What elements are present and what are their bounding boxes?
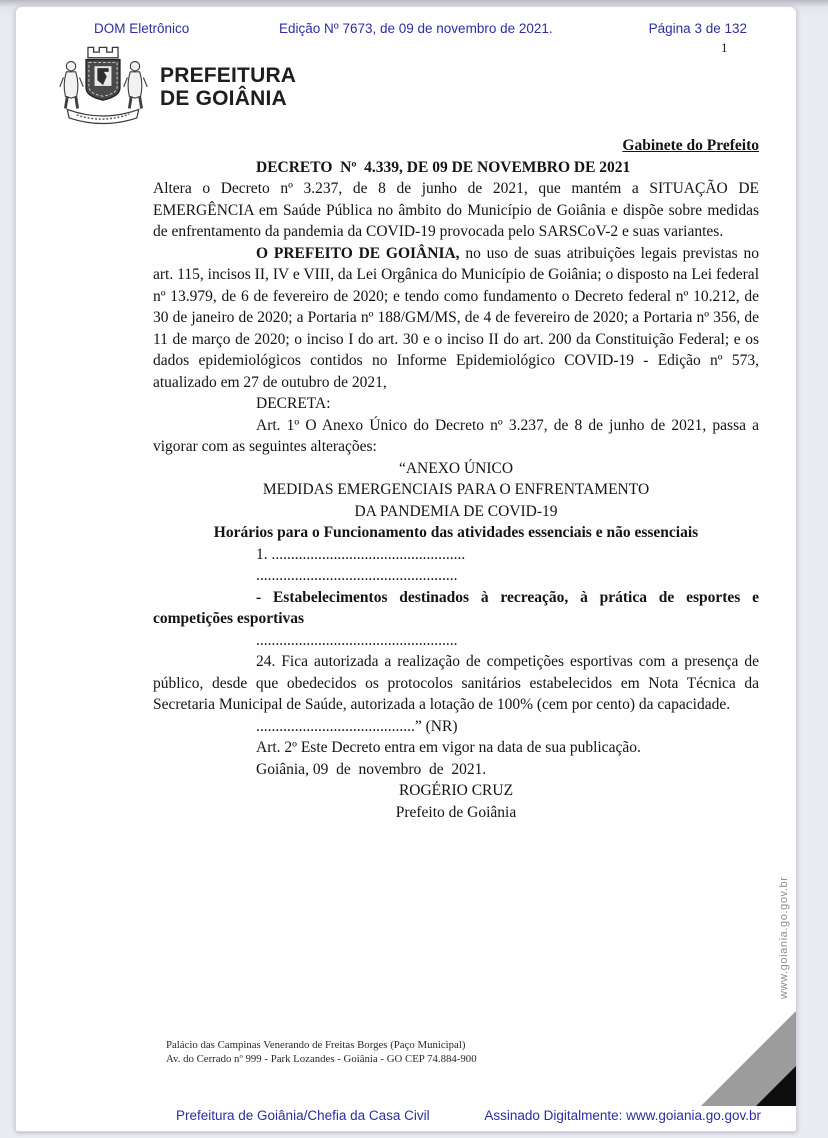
decree-title: DECRETO Nº 4.339, DE 09 DE NOVEMBRO DE 2021 [256,158,631,176]
decree-preamble [153,243,759,394]
prefeitura-logo [56,41,296,134]
nr-closing-line: .........................................” (NR) [256,717,458,735]
viewer-header-page-indicator: Página 3 de 132 [648,21,747,36]
side-vertical-url: www.goiania.go.gov.br [778,876,790,999]
decree-summary: Altera o Decreto nº 3.237, de 8 de junho de 2021, que mantém a SITUAÇÃO DE EMERGÊNCIA em Saúde Pública no âmbito do Município de Goiânia e dispõe sobre medidas de enfrentamento da pandemia da COVID-19 provocada pelo SARSCoV-2 e suas variantes. [153,180,759,240]
annex-subtitle-1: MEDIDAS EMERGENCIAIS PARA O ENFRENTAMENTO [262,481,650,498]
viewer-header-edition-label: Edição Nº 7673, de 09 de novembro de 2021. [279,21,553,36]
section-heading: Horários para o Funcionamento das atividades essenciais e não essenciais [213,524,699,541]
signature-name: ROGÉRIO CRUZ [398,782,514,799]
bold-category-item: - Estabelecimentos destinados à recreação, à prática de esportes e competições esportivas [153,588,759,627]
inner-page-number: 1 [721,40,728,55]
article-2: Art. 2º Este Decreto entra em vigor na data de sua publicação. [256,739,641,756]
address-line-1: Palácio das Campinas Venerando de Freitas Borges (Paço Municipal) [166,1039,466,1051]
viewer-header-dom-eletronico-link[interactable]: DOM Eletrônico [94,21,190,36]
org-name: PREFEITURA DE GOIÂNIA [160,64,297,110]
annex-subtitle-2: DA PANDEMIA DE COVID-19 [354,502,558,520]
ellipsis-line: .................................................... [256,567,458,584]
preamble-body: no uso de suas atribuições legais previstas no art. 115, incisos II, IV e VIII, da Lei Orgânica do Município de Goiânia; o disposto na Lei federal nº 13.979, de 6 de fevereiro de 2020; e tendo como fundamento o Decreto federal nº 10.212, de 30 de janeiro de 2020; a Portaria nº 188/GM/MS, de 4 de fevereiro de 2020; a Portaria nº 356, de 11 de março de 2020; o inciso I do art. 30 e o inciso II do art. 200 da Constituição Federal; e os dados epidemiológicos contidos no Informe Epidemiológico COVID-19 - Edição nº 573, atualizado em 27 de outubro de 2021, [153,244,760,391]
article-1: Art. 1º O Anexo Único do Decreto nº 3.237, de 8 de junho de 2021, passa a vigorar com as seguintes alterações: [153,416,759,455]
date-line: Goiânia, 09 de novembro de 2021. [256,760,487,778]
item-24: 24. Fica autorizada a realização de competições esportivas com a presença de público, desde que obedecidos os protocolos sanitários estabelecidos em Nota Técnica da Secretaria Municipal de Saúde, autorizada a lotação de 100% (cem por cento) da capacidade. [153,653,759,713]
viewer-footer-org-link[interactable]: Prefeitura de Goiânia/Chefia da Casa Civil [176,1108,430,1123]
preamble-lead: O PREFEITO DE GOIÂNIA, [256,244,460,262]
ellipsis-line-2: .................................................... [256,631,458,649]
annex-title: “ANEXO ÚNICO [398,459,514,477]
goiania-coat-of-arms-icon [56,41,150,134]
decree-document [153,135,759,823]
department-heading: Gabinete do Prefeito [622,137,759,154]
address-line-2: Av. do Cerrado nº 999 - Park Lozandes - Goiânia - GO CEP 74.884-900 [166,1053,477,1066]
signature-role: Prefeito de Goiânia [395,803,517,821]
viewer-footer-signed-link[interactable]: Assinado Digitalmente: www.goiania.go.gov.br [484,1108,761,1123]
document-page [15,6,797,1132]
item-1-ellipsis: 1. .................................................. [256,545,466,563]
palace-address [166,1038,477,1066]
decreta-label: DECRETA: [256,395,331,412]
